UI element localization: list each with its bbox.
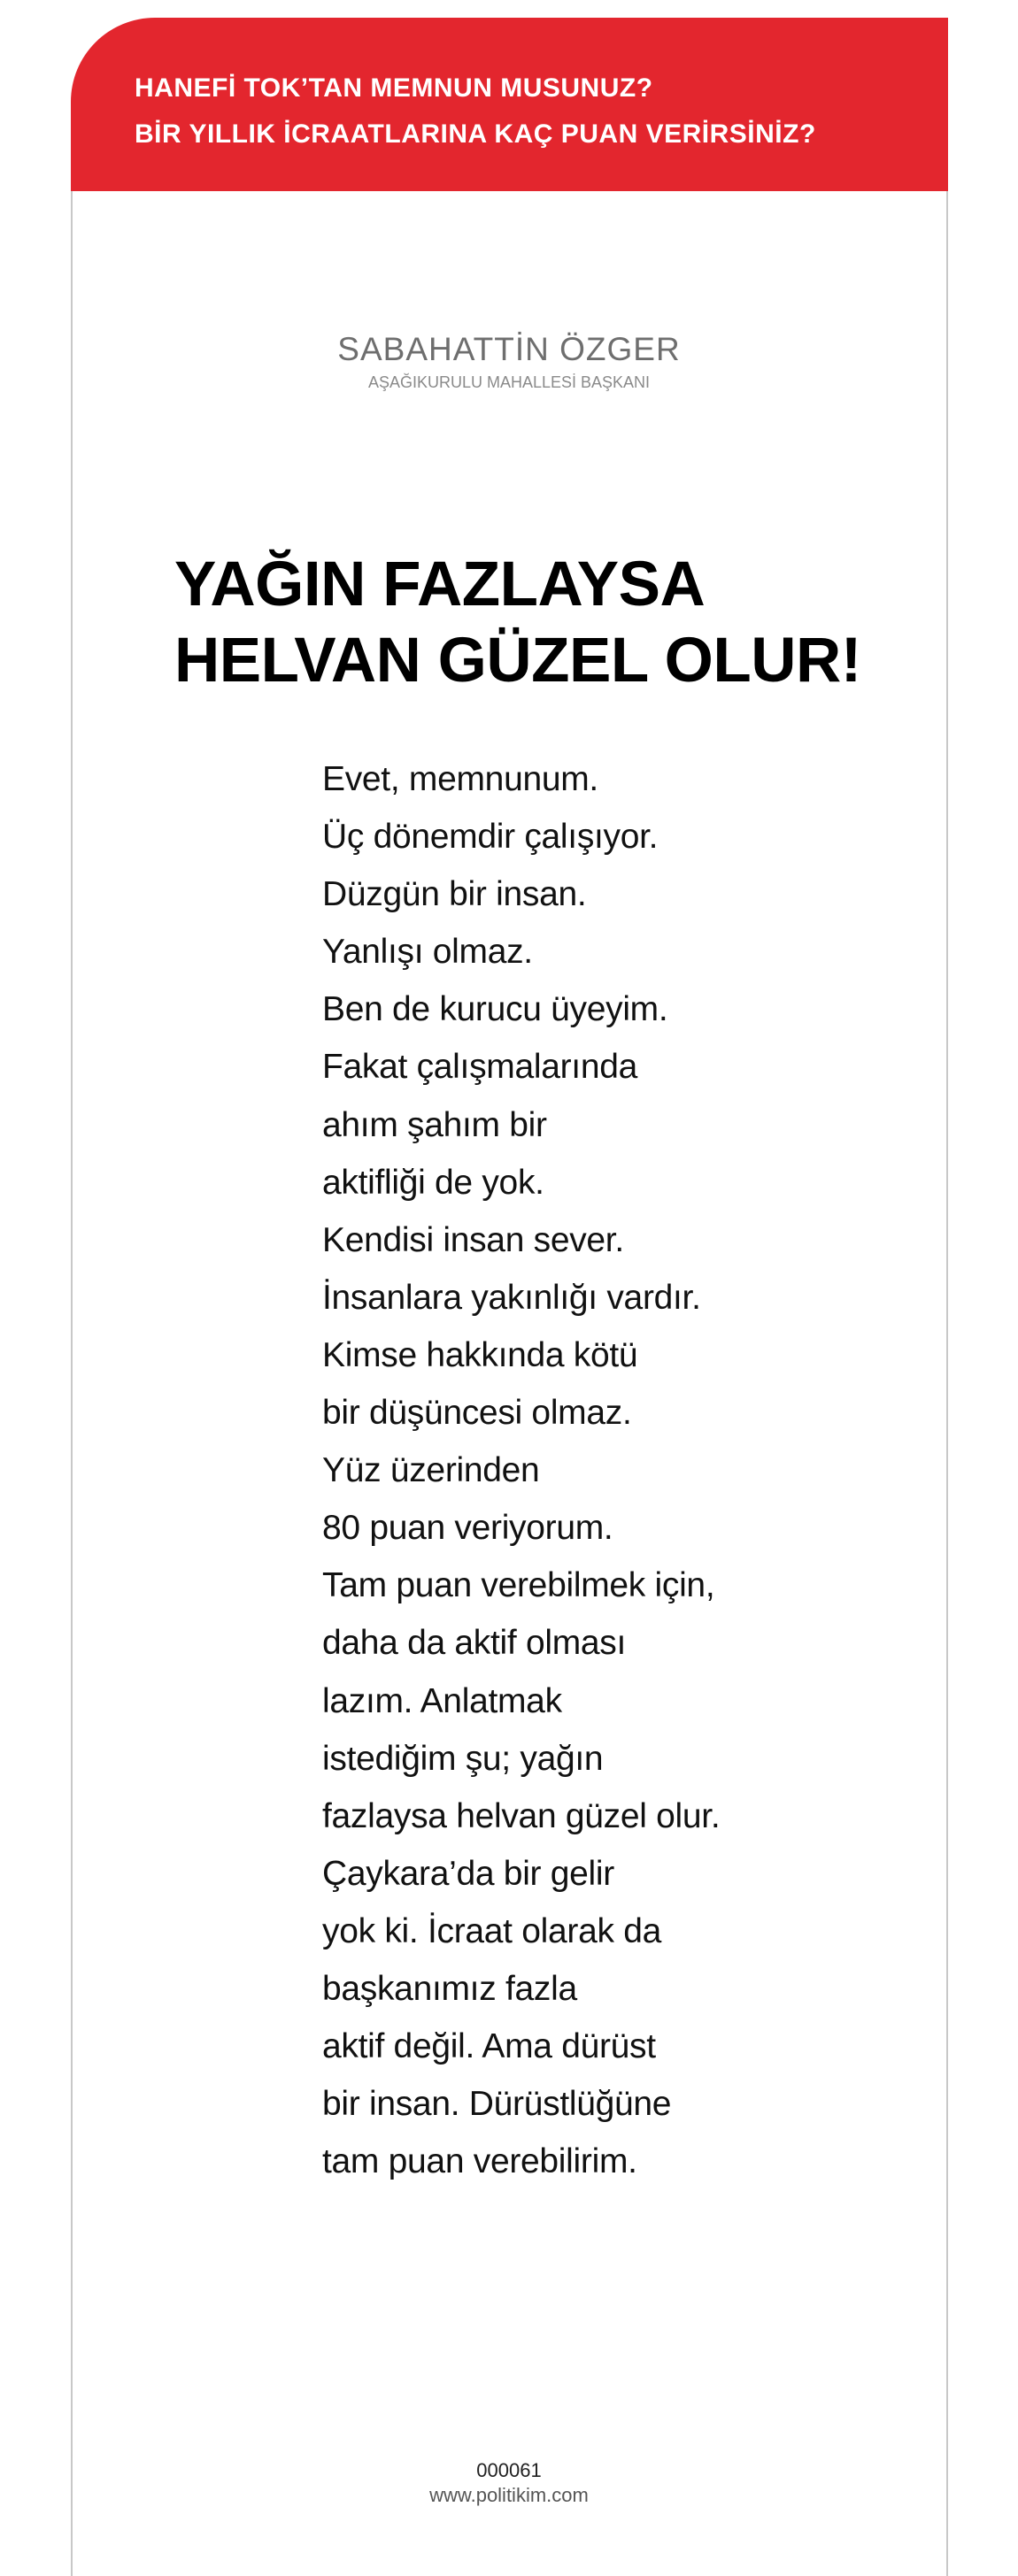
body-line: Çaykara’da bir gelir <box>322 1854 614 1893</box>
headline-line-2: HELVAN GÜZEL OLUR! <box>174 626 861 696</box>
body-line: Evet, memnunum. <box>322 760 598 798</box>
body-line: Fakat çalışmalarında <box>322 1048 637 1087</box>
body-line: bir insan. Dürüstlüğüne <box>322 2085 672 2124</box>
body-line: Düzgün bir insan. <box>322 875 587 914</box>
body-line: ahım şahım bir <box>322 1105 547 1144</box>
banner-question-line-1: HANEFİ TOK’TAN MEMNUN MUSUNUZ? <box>135 73 653 103</box>
author-title: AŞAĞIKURULU MAHALLESİ BAŞKANI <box>367 373 651 391</box>
headline-line-1: YAĞIN FAZLAYSA <box>174 550 706 619</box>
body-line: Ben de kurucu üyeyim. <box>322 990 668 1029</box>
body-line: yok ki. İcraat olarak da <box>322 1911 661 1950</box>
body-line: Tam puan verebilmek için, <box>322 1566 715 1605</box>
body-line: Kendisi insan sever. <box>322 1220 624 1259</box>
left-border-rule <box>71 191 73 2576</box>
body-line: Yüz üzerinden <box>322 1451 540 1490</box>
headline <box>174 547 936 699</box>
right-border-rule <box>946 191 948 2576</box>
footer <box>0 2458 1018 2508</box>
body-line: Yanlışı olmaz. <box>322 933 533 972</box>
body-line: bir düşüncesi olmaz. <box>322 1394 632 1433</box>
body-line: istediğim şu; yağın <box>322 1739 604 1778</box>
body-line: 80 puan veriyorum. <box>322 1509 613 1548</box>
body-line: fazlaysa helvan güzel olur. <box>322 1796 721 1835</box>
banner-question-line-2: BİR YILLIK İCRAATLARINA KAÇ PUAN VERİRSİNİZ? <box>135 119 816 149</box>
body-line: İnsanlara yakınlığı vardır. <box>322 1278 701 1317</box>
body-text <box>322 750 924 2190</box>
body-line: başkanımız fazla <box>322 1969 577 2008</box>
footer-site-link[interactable]: www.politikim.com <box>429 2484 589 2506</box>
body-line: tam puan verebilirim. <box>322 2142 637 2181</box>
body-line: lazım. Anlatmak <box>322 1681 562 1720</box>
header-banner <box>71 18 948 191</box>
body-line: Üç dönemdir çalışıyor. <box>322 818 659 857</box>
body-line: aktif değil. Ama dürüst <box>322 2027 656 2066</box>
body-line: aktifliği de yok. <box>322 1163 544 1202</box>
author-name: SABAHATTİN ÖZGER <box>337 331 681 367</box>
author-block <box>0 329 1018 393</box>
body-line: daha da aktif olması <box>322 1624 627 1663</box>
body-line: Kimse hakkında kötü <box>322 1335 638 1374</box>
footer-code: 000061 <box>476 2459 542 2481</box>
